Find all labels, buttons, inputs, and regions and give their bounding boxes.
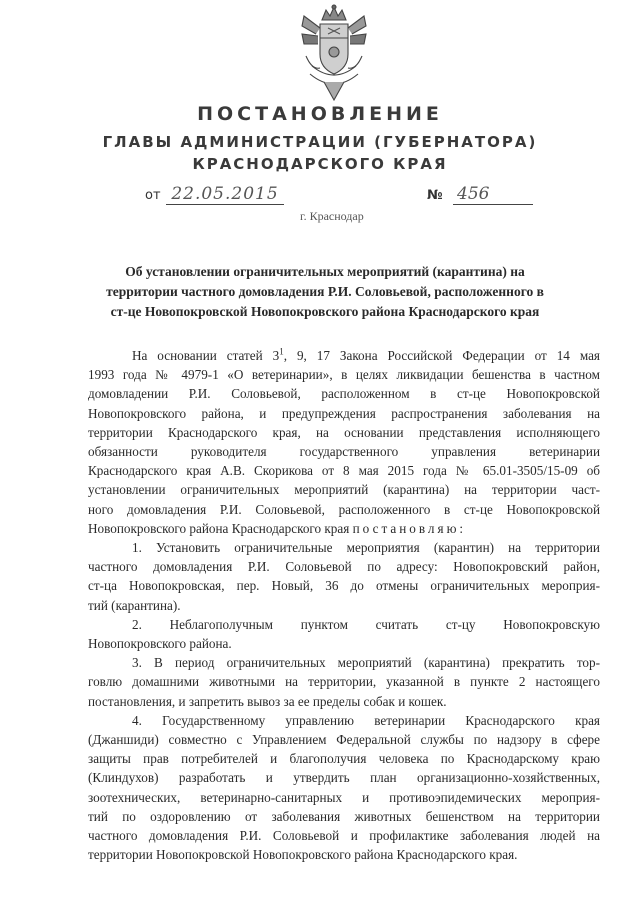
- issuer-title-line1: ГЛАВЫ АДМИНИСТРАЦИИ (ГУБЕРНАТОРА): [102, 133, 538, 151]
- body-line: 2. Неблагополучным пунктом считать ст-цу Новопокровскую: [132, 616, 600, 632]
- body-line: обязанности руководителя государственного управления ветеринарии: [88, 444, 600, 460]
- body-line: говлю домашними животными на территории, указанной в пункте 2 настоящего: [88, 674, 600, 690]
- date-number-row: [0, 184, 640, 208]
- body-line: защиты прав потребителей и благополучия человека по Краснодарскому краю: [88, 751, 600, 767]
- decree-subject: [90, 262, 560, 322]
- number-label: №: [427, 188, 443, 203]
- body-line: частного домовладения Р.И. Соловьевой и профилактике заболевания людей на: [88, 828, 600, 844]
- body-line: Краснодарского края А.В. Скорикова от 8 мая 2015 года № 65.01-3505/15-09 об: [88, 463, 600, 479]
- resolution-word: постановляю:: [352, 520, 467, 536]
- issuer-title-line2: КРАСНОДАРСКОГО КРАЯ: [192, 155, 448, 173]
- article-superscript: 1: [279, 346, 284, 357]
- item-1-paragraph: [88, 538, 600, 615]
- body-line: 1. Установить ограничительные мероприятия (карантин) на территории: [132, 540, 600, 556]
- body-line: [88, 346, 600, 365]
- body-line: домовладении Р.И. Соловьевой, расположенном в ст-це Новопокровской: [88, 386, 600, 402]
- body-line: ного домовладения Р.И. Соловьевой, расположенного в ст-це Новопокровской: [88, 501, 600, 517]
- city-label: г. Краснодар: [300, 209, 364, 223]
- body-line: Новопокровского района, и предупреждения распространения заболевания на: [88, 405, 600, 421]
- subject-line: ст-це Новопокровской Новопокровского района Краснодарского края: [110, 304, 540, 319]
- decree-body: [88, 346, 600, 864]
- body-line: (Клиндухов) разработать и утвердить план организационно-хозяйственных,: [88, 770, 600, 786]
- preamble-paragraph: [88, 346, 600, 538]
- body-line: территории Новопокровской Новопокровского района Краснодарского края.: [88, 847, 518, 863]
- body-line: 4. Государственному управлению ветеринарии Краснодарского края: [132, 712, 600, 728]
- date-label: от: [145, 188, 161, 203]
- body-line: (Джаншиди) совместно с Управлением Федеральной службы по надзору в сфере: [88, 732, 600, 748]
- body-line: частного домовладения Р.И. Соловьевой по адресу: Новопокровский район,: [88, 559, 600, 575]
- intro-text: На основании статей 3: [132, 348, 280, 363]
- date-value: 22.05.2015: [166, 184, 284, 205]
- body-line: территории Краснодарского края, на основании представления исполняющего: [88, 424, 600, 440]
- body-line: тий по оздоровлению от заболевания животных бешенством на территории: [88, 808, 600, 824]
- body-line: 1993 года № 4979-1 «О ветеринарии», в целях ликвидации бешенства в частном: [88, 367, 600, 383]
- intro-text: , 9, 17 Закона Российской Федерации от 14 мая: [283, 348, 600, 363]
- body-line: ст-ца Новопокровская, пер. Новый, 36 до отмены ограничительных мероприя-: [88, 578, 600, 594]
- body-line: постановления, и запретить вывоз за ее пределы собак и кошек.: [88, 693, 447, 709]
- item-4-paragraph: [88, 711, 600, 865]
- number-value: 456: [453, 184, 533, 205]
- body-line: тий (карантина).: [88, 597, 181, 613]
- subject-line: территории частного домовладения Р.И. Соловьевой, расположенного в: [106, 284, 544, 299]
- body-line: 3. В период ограничительных мероприятий (карантина) прекратить тор-: [132, 655, 600, 671]
- body-line: [88, 519, 600, 538]
- body-line: Новопокровского района.: [88, 636, 232, 652]
- subject-line: Об установлении ограничительных мероприятий (карантина) на: [125, 264, 525, 279]
- body-line: зоотехнических, ветеринарно-санитарных и противоэпидемических мероприя-: [88, 789, 600, 805]
- item-2-paragraph: [88, 615, 600, 653]
- body-line: установлении ограничительных мероприятий (карантина) на территории част-: [88, 482, 600, 498]
- document-type-title: ПОСТАНОВЛЕНИЕ: [197, 103, 443, 125]
- intro-text: Новопокровского района Краснодарского края: [88, 520, 350, 536]
- krasnodar-krai-coat-of-arms-icon: [298, 4, 370, 102]
- item-3-paragraph: [88, 653, 600, 711]
